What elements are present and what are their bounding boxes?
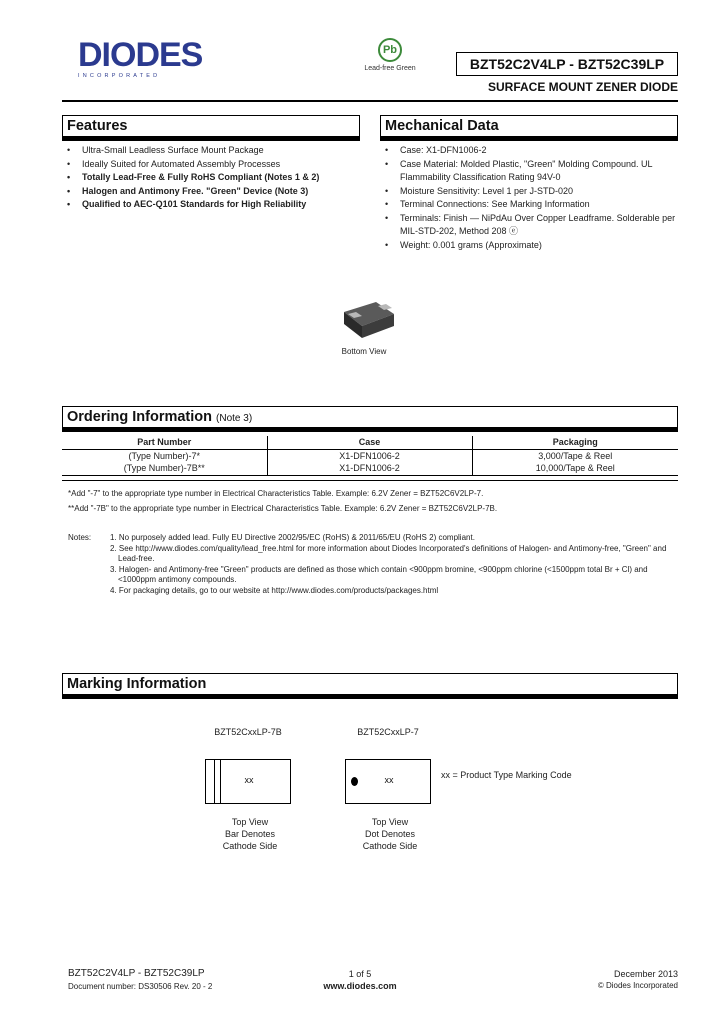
list-item: • Ultra-Small Leadless Surface Mount Package — [62, 144, 360, 158]
col-header: Packaging — [472, 436, 678, 449]
mechanical-list — [380, 144, 678, 252]
footer-doc-number: Document number: DS30506 Rev. 20 - 2 — [68, 982, 213, 991]
marking-heading: Marking Information — [62, 673, 678, 695]
table-row — [62, 462, 678, 475]
features-heading: Features — [62, 115, 360, 137]
marking-box-dot — [345, 759, 431, 804]
notes-label: Notes: — [68, 533, 92, 542]
package-image — [338, 294, 398, 346]
table-cell: (Type Number)-7* — [128, 450, 201, 461]
marking-right-caption — [345, 816, 435, 852]
note-item: 3. Halogen- and Antimony-free "Green" products are defined as those which contain <900ppm bromine, <900ppm chlorine (<1500ppm total Br + Cl) and <1000ppm antimony compounds. — [110, 564, 648, 584]
ordering-footnote: *Add "-7" to the appropriate type number in Electrical Characteristics Table. Example: 6.2V Zener = BZT52C6V2LP-7. — [68, 489, 484, 498]
marking-right-label: BZT52CxxLP-7 — [357, 727, 419, 737]
caption-line: Cathode Side — [362, 841, 418, 851]
ordering-table — [62, 436, 678, 476]
note-item: 1. No purposely added lead. Fully EU Directive 2002/95/EC (RoHS) & 2011/65/EU (RoHS 2) compliant. — [110, 533, 475, 542]
lead-free-badge — [355, 38, 425, 72]
features-heading-bar — [62, 137, 360, 141]
ordering-title: Ordering Information — [67, 409, 212, 425]
list-item: • Case Material: Molded Plastic, "Green" Molding Compound. UL Flammability Classification Rating 94V-0 — [380, 158, 678, 185]
features-section — [62, 115, 360, 212]
table-cell: (Type Number)-7B** — [123, 463, 205, 474]
notes-list — [110, 533, 678, 596]
table-cell: X1-DFN1006-2 — [267, 449, 472, 462]
list-item: • Totally Lead-Free & Fully RoHS Compliant (Notes 1 & 2) — [62, 171, 360, 185]
col-header: Part Number — [62, 436, 267, 449]
marking-section — [62, 673, 678, 699]
mechanical-heading-bar — [380, 137, 678, 141]
list-item: • Weight: 0.001 grams (Approximate) — [380, 239, 678, 253]
pb-icon: Pb — [378, 38, 402, 62]
logo-text: DIODES — [78, 36, 203, 74]
table-cell: 3,000/Tape & Reel — [538, 450, 613, 461]
caption-line: Top View — [231, 817, 269, 827]
caption-line: Dot Denotes — [364, 829, 416, 839]
caption-line: Cathode Side — [222, 841, 278, 851]
caption-line: Bar Denotes — [224, 829, 276, 839]
list-item: • Halogen and Antimony Free. "Green" Device (Note 3) — [62, 185, 360, 199]
doc-subtitle: SURFACE MOUNT ZENER DIODE — [487, 80, 678, 94]
header-rule — [62, 100, 678, 102]
mechanical-section — [380, 115, 678, 252]
features-list — [62, 144, 360, 212]
ordering-section — [62, 406, 678, 432]
ordering-note-ref: (Note 3) — [216, 413, 253, 424]
marking-left-caption — [205, 816, 295, 852]
footer-url[interactable]: www.diodes.com — [323, 981, 397, 991]
list-item: • Terminals: Finish — NiPdAu Over Copper Leadframe. Solderable per MIL-STD-202, Method 208 ⓔ — [380, 212, 678, 239]
marking-box-bar — [205, 759, 291, 804]
marking-heading-bar — [62, 695, 678, 699]
table-bottom-rule — [62, 480, 678, 481]
marking-legend: xx = Product Type Marking Code — [441, 770, 572, 780]
pb-caption: Lead-free Green — [364, 65, 416, 72]
list-item: • Case: X1-DFN1006-2 — [380, 144, 678, 158]
logo-subtext: INCORPORATED — [78, 73, 161, 79]
note-item: 2. See http://www.diodes.com/quality/lead_free.html for more information about Diodes Incorporated's definitions of Halogen- and Antimony-free, "Green" and Lead-free. — [110, 543, 667, 563]
list-item: • Ideally Suited for Automated Assembly Processes — [62, 158, 360, 172]
footer-part: BZT52C2V4LP - BZT52C39LP — [68, 968, 205, 979]
package-caption: Bottom View — [341, 347, 387, 356]
mechanical-heading: Mechanical Data — [380, 115, 678, 137]
footer-copyright: © Diodes Incorporated — [597, 981, 678, 990]
marking-code: xx — [384, 775, 394, 785]
list-item: • Qualified to AEC-Q101 Standards for High Reliability — [62, 198, 360, 212]
table-row — [62, 449, 678, 462]
note-item: 4. For packaging details, go to our website at http://www.diodes.com/products/packages.html — [110, 585, 439, 595]
table-cell: X1-DFN1006-2 — [267, 462, 472, 475]
table-cell: 10,000/Tape & Reel — [535, 463, 615, 474]
marking-left-label: BZT52CxxLP-7B — [214, 727, 282, 737]
ordering-heading — [62, 406, 678, 428]
marking-code: xx — [244, 775, 254, 785]
list-item: • Moisture Sensitivity: Level 1 per J-STD-020 — [380, 185, 678, 199]
col-header: Case — [267, 436, 472, 449]
footer-date: December 2013 — [613, 969, 678, 979]
list-item: • Terminal Connections: See Marking Information — [380, 198, 678, 212]
ordering-footnote: **Add "-7B" to the appropriate type number in Electrical Characteristics Table. Example: 6.2V Zener = BZT52C6V2LP-7B. — [68, 504, 498, 513]
diodes-logo — [78, 38, 208, 84]
caption-line: Top View — [371, 817, 409, 827]
footer-page: 1 of 5 — [348, 969, 372, 979]
table-header-row — [62, 436, 678, 449]
part-title: BZT52C2V4LP - BZT52C39LP — [456, 52, 678, 76]
